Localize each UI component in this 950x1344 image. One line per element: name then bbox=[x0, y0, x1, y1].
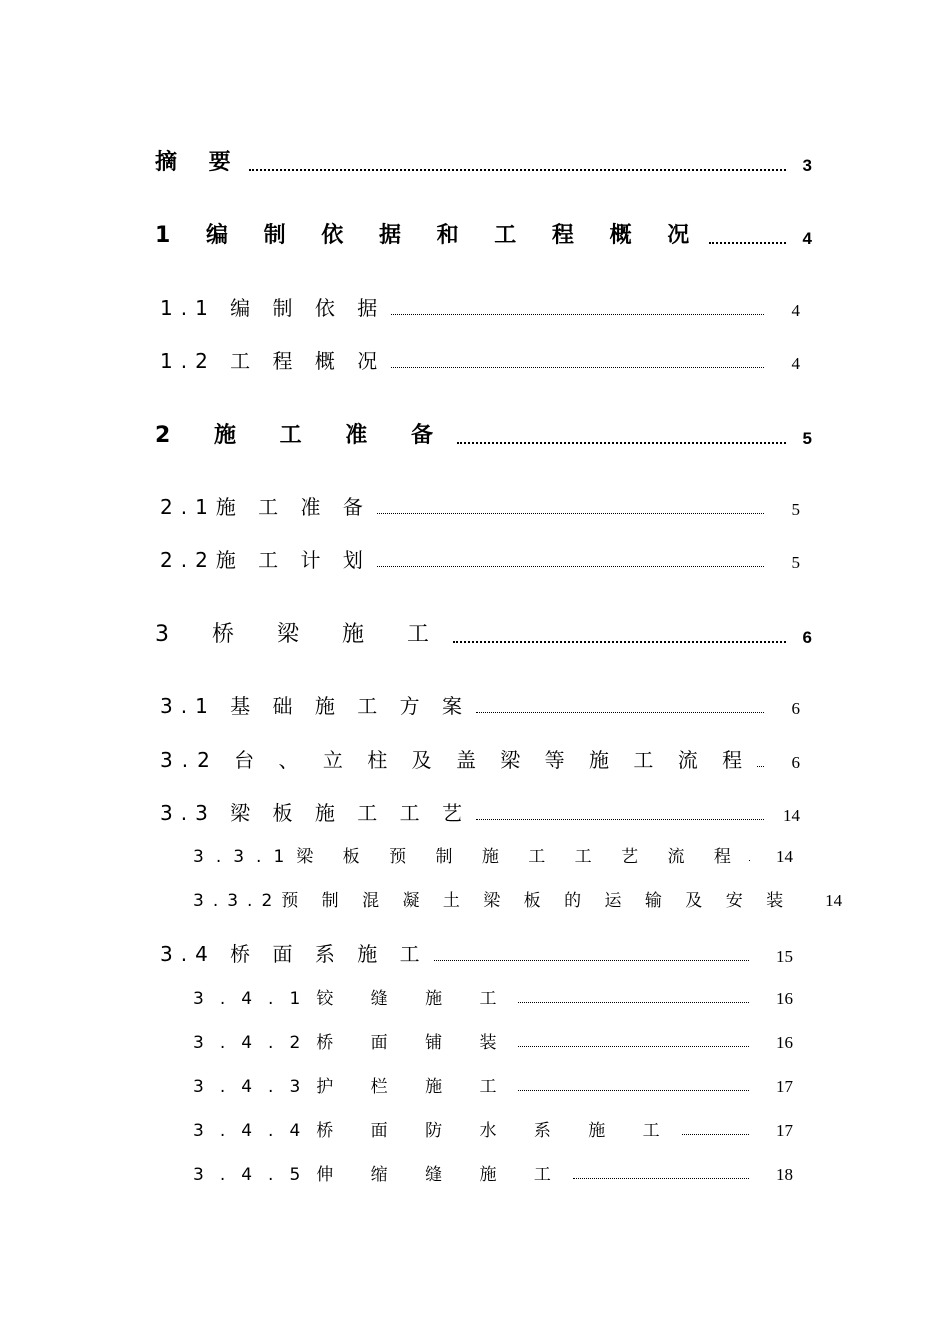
toc-entry-title: 3.1 基 础 施 工 方 案 bbox=[160, 694, 470, 718]
toc-entry-1-1[interactable] bbox=[160, 292, 800, 321]
toc-entry-page: 17 bbox=[776, 1121, 793, 1140]
toc-entry-page: 5 bbox=[791, 500, 800, 519]
toc-entry-3-4-5[interactable] bbox=[193, 1160, 793, 1185]
dot-leader bbox=[249, 169, 786, 171]
dot-leader bbox=[518, 1090, 749, 1091]
toc-entry-3-4-1[interactable] bbox=[193, 984, 793, 1009]
toc-entry-3-3-1[interactable] bbox=[193, 842, 793, 867]
dot-leader bbox=[391, 367, 764, 368]
toc-entry-page: 4 bbox=[802, 229, 812, 248]
toc-entry-title: 2 施 工 准 备 bbox=[155, 423, 451, 448]
dot-leader bbox=[476, 712, 764, 713]
toc-entry-title: 3.2 台 、 立 柱 及 盖 梁 等 施 工 流 程 bbox=[160, 748, 752, 772]
toc-entry-title: 3.4.4桥 面 防 水 系 施 工 bbox=[193, 1121, 676, 1141]
toc-entry-3-2[interactable] bbox=[160, 744, 800, 773]
toc-entry-title: 3.3.2预 制 混 凝 土 梁 板 的 运 输 及 安 装 bbox=[193, 891, 793, 911]
toc-entry-page: 5 bbox=[791, 553, 800, 572]
toc-entry-2-2[interactable] bbox=[160, 544, 800, 573]
dot-leader bbox=[457, 442, 786, 444]
toc-entry-3-1[interactable] bbox=[160, 690, 800, 719]
toc-entry-chapter-1[interactable] bbox=[155, 218, 812, 249]
toc-entry-page: 4 bbox=[791, 301, 800, 320]
toc-entry-title: 3.3 梁 板 施 工 工 艺 bbox=[160, 801, 470, 825]
toc-entry-chapter-3[interactable] bbox=[155, 617, 812, 648]
toc-entry-page: 15 bbox=[776, 947, 793, 966]
dot-leader bbox=[391, 314, 764, 315]
toc-entry-3-3[interactable] bbox=[160, 797, 800, 826]
toc-entry-title: 1.2 工 程 概 况 bbox=[160, 349, 386, 373]
dot-leader bbox=[682, 1134, 749, 1135]
dot-leader bbox=[377, 566, 764, 567]
dot-leader bbox=[518, 1046, 749, 1047]
toc-entry-page: 6 bbox=[802, 628, 812, 647]
toc-entry-title: 3.4.3护 栏 施 工 bbox=[193, 1077, 513, 1097]
toc-entry-title: 3.3.1梁 板 预 制 施 工 工 艺 流 程 bbox=[193, 847, 743, 867]
toc-entry-page: 4 bbox=[791, 354, 800, 373]
toc-entry-3-4-2[interactable] bbox=[193, 1028, 793, 1053]
toc-entry-title: 1.1 编 制 依 据 bbox=[160, 296, 386, 320]
toc-entry-page: 3 bbox=[802, 156, 812, 175]
toc-entry-3-4[interactable] bbox=[160, 938, 793, 967]
toc-entry-3-3-2[interactable] bbox=[193, 886, 843, 911]
toc-entry-title: 3.4.2桥 面 铺 装 bbox=[193, 1033, 513, 1053]
dot-leader bbox=[476, 819, 764, 820]
toc-entry-page: 5 bbox=[802, 429, 812, 448]
toc-entry-page: 16 bbox=[776, 1033, 793, 1052]
toc-entry-3-4-3[interactable] bbox=[193, 1072, 793, 1097]
dot-leader bbox=[453, 641, 786, 643]
toc-entry-title: 2.1施 工 准 备 bbox=[160, 495, 371, 519]
toc-entry-page: 17 bbox=[776, 1077, 793, 1096]
toc-entry-title: 3 桥 梁 施 工 bbox=[155, 622, 447, 647]
toc-entry-title: 3.4.5伸 缩 缝 施 工 bbox=[193, 1165, 567, 1185]
toc-entry-title: 2.2施 工 计 划 bbox=[160, 548, 371, 572]
toc-entry-page: 18 bbox=[776, 1165, 793, 1184]
dot-leader bbox=[377, 513, 764, 514]
toc-entry-title: 3.4.1铰 缝 施 工 bbox=[193, 989, 513, 1009]
toc-entry-page: 16 bbox=[776, 989, 793, 1008]
toc-entry-1-2[interactable] bbox=[160, 345, 800, 374]
dot-leader bbox=[709, 242, 786, 244]
toc-entry-page: 6 bbox=[791, 699, 800, 718]
dot-leader bbox=[573, 1178, 749, 1179]
toc-entry-abstract[interactable] bbox=[155, 145, 812, 176]
toc-entry-title: 摘 要 bbox=[155, 150, 243, 175]
toc-entry-2-1[interactable] bbox=[160, 491, 800, 520]
toc-entry-page: 14 bbox=[825, 891, 843, 910]
dot-leader bbox=[757, 766, 764, 767]
dot-leader bbox=[434, 960, 749, 961]
toc-entry-3-4-4[interactable] bbox=[193, 1116, 793, 1141]
toc-entry-page: 14 bbox=[776, 847, 793, 866]
toc-entry-title: 1 编 制 依 据 和 工 程 概 况 bbox=[155, 223, 704, 248]
dot-leader bbox=[518, 1002, 749, 1003]
toc-entry-page: 14 bbox=[783, 806, 800, 825]
toc-entry-title: 3.4 桥 面 系 施 工 bbox=[160, 942, 428, 966]
toc-entry-chapter-2[interactable] bbox=[155, 418, 812, 449]
toc-entry-page: 6 bbox=[791, 753, 800, 772]
